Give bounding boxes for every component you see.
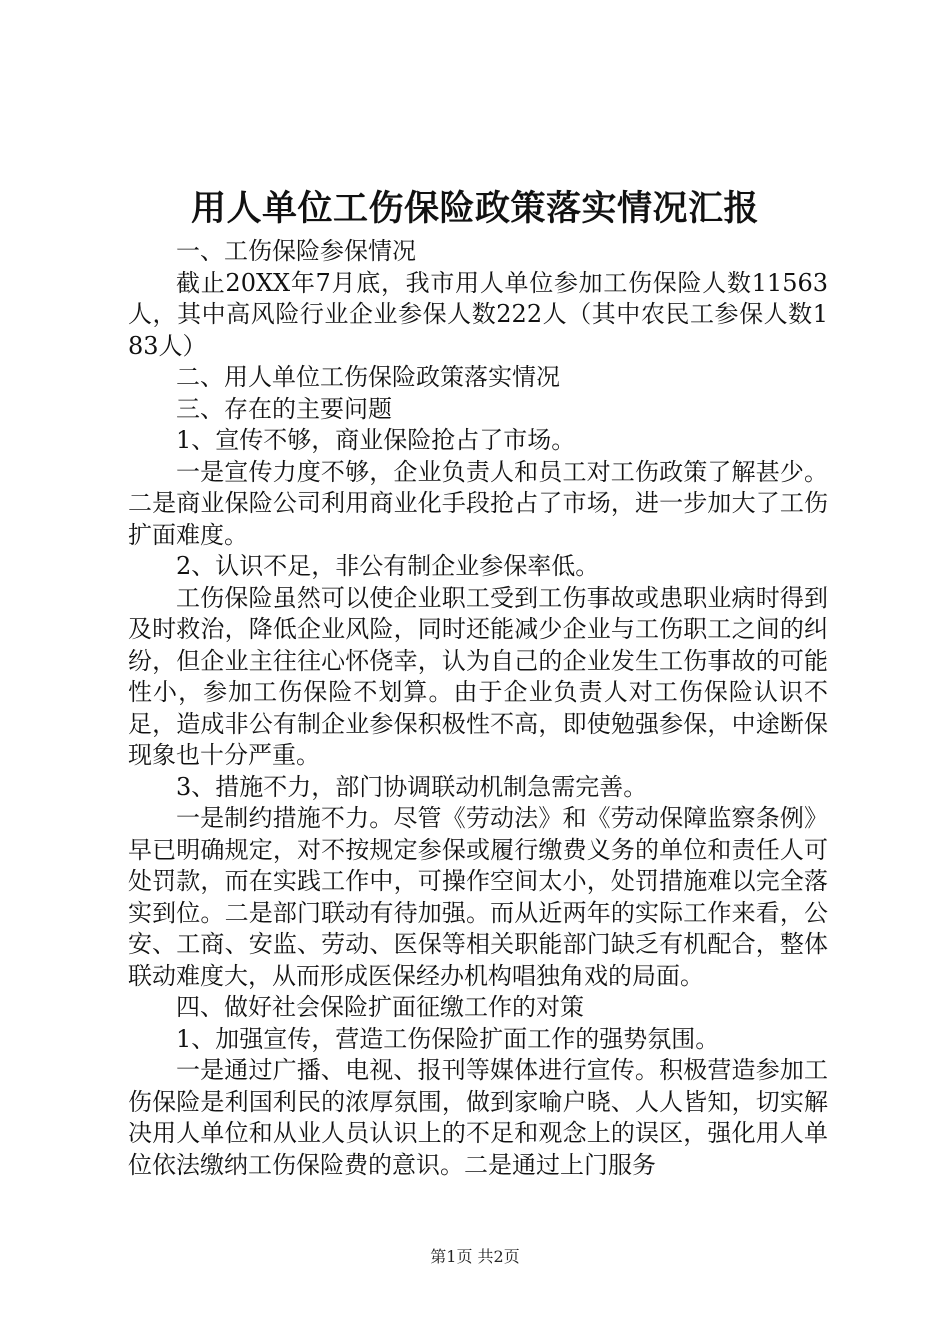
- document-title: 用人单位工伤保险政策落实情况汇报: [190, 188, 759, 229]
- body-paragraph: 一是宣传力度不够，企业负责人和员工对工伤政策了解甚少。二是商业保险公司利用商业化手段抢占了市场，进一步加大了工伤扩面难度。: [128, 457, 828, 549]
- section-heading-2: 二、用人单位工伤保险政策落实情况: [176, 363, 560, 391]
- section-heading-3: 三、存在的主要问题: [176, 394, 392, 423]
- body-paragraph: 一是制约措施不力。尽管《劳动法》和《劳动保障监察条例》早已明确规定，对不按规定参保或履行缴费义务的单位和责任人可处罚款，而在实践工作中，可操作空间太小，处罚措施难以完全落实到位。二是部门联动有待加强。而从近两年的实际工作来看，公安、工商、安监、劳动、医保等相关职能部门缺乏有机配合，整体联动难度大，从而形成医保经办机构唱独角戏的局面。: [128, 804, 828, 990]
- body-paragraph: 工伤保险虽然可以使企业职工受到工伤事故或患职业病时得到及时救治，降低企业风险，同时还能减少企业与工伤职工之间的纠纷，但企业主往往心怀侥幸，认为自己的企业发生工伤事故的可能性小，参加工伤保险不划算。由于企业负责人对工伤保险认识不足，造成非公有制企业参保积极性不高，即使勉强参保，中途断保现象也十分严重。: [128, 583, 828, 769]
- subheading: 1、加强宣传，营造工伤保险扩面工作的强势氛围。: [176, 1024, 720, 1053]
- section-heading-1: 一、工伤保险参保情况: [176, 237, 416, 265]
- body-paragraph: 截止20XX年7月底，我市用人单位参加工伤保险人数11563人，其中高风险行业企业参保人数222人（其中农民工参保人数183人）: [128, 268, 828, 360]
- page-number: 第1页 共2页: [430, 1247, 520, 1266]
- document-body: [128, 236, 828, 1181]
- section-heading-4: 四、做好社会保险扩面征缴工作的对策: [176, 993, 584, 1021]
- subheading: 2、认识不足，非公有制企业参保率低。: [176, 552, 600, 580]
- subheading: 1、宣传不够，商业保险抢占了市场。: [176, 426, 576, 454]
- subheading: 3、措施不力，部门协调联动机制急需完善。: [176, 772, 648, 801]
- body-paragraph: 一是通过广播、电视、报刊等媒体进行宣传。积极营造参加工伤保险是利国利民的浓厚氛围，做到家喻户晓、人人皆知，切实解决用人单位和从业人员认识上的不足和观念上的误区，强化用人单位依法缴纳工伤保险费的意识。二是通过上门服务: [128, 1056, 828, 1179]
